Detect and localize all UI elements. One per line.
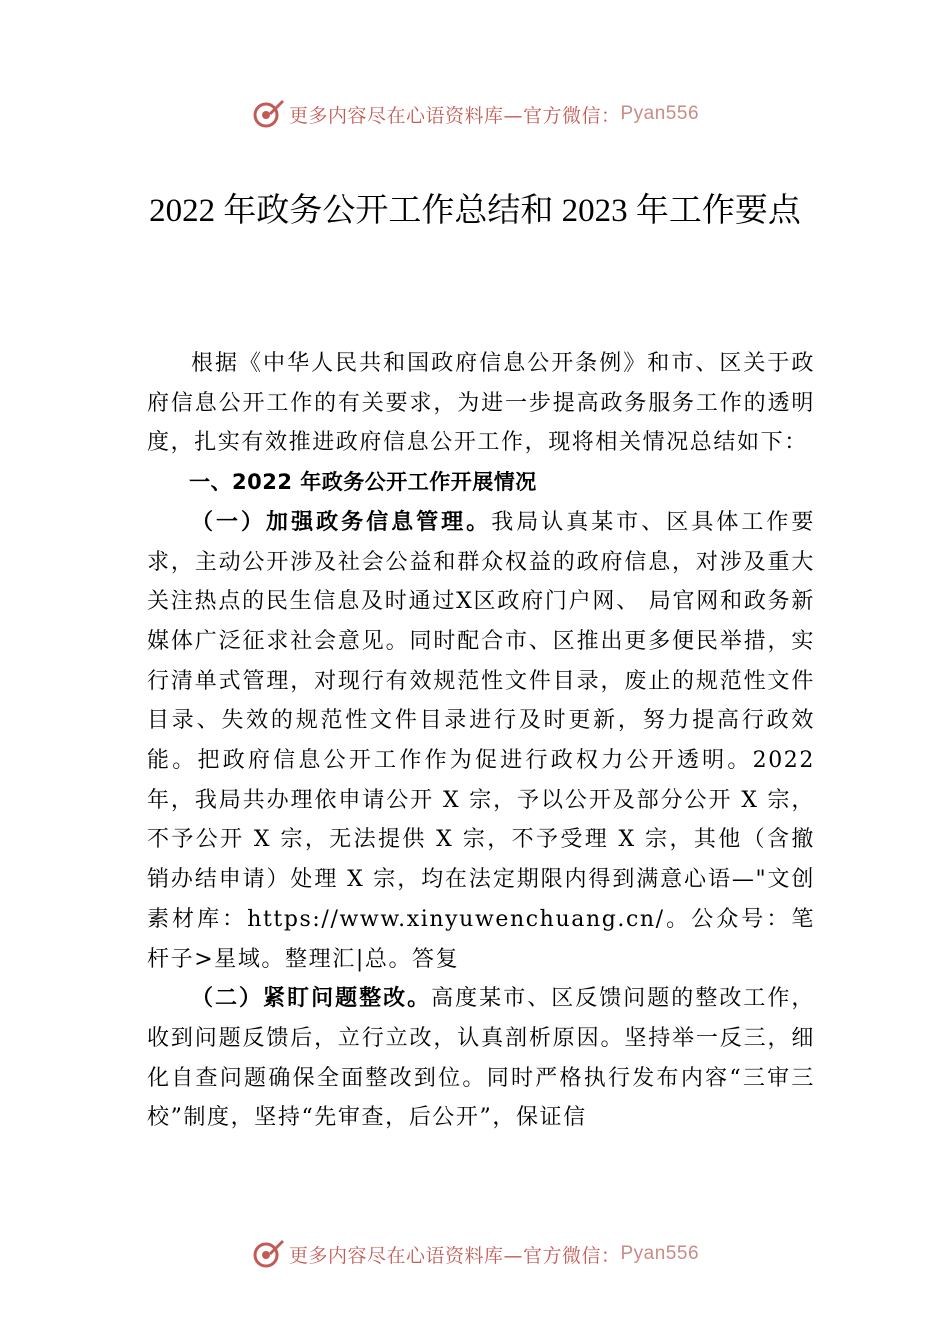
document-body — [147, 344, 815, 1138]
header-watermark — [0, 94, 950, 134]
watermark-contact: Pyan556 — [620, 103, 700, 124]
section-heading: 一、2022 年政务公开工作开展情况 — [189, 470, 537, 495]
item-paragraph — [147, 979, 815, 1138]
quill-seal-icon — [251, 1237, 285, 1271]
item-paragraph — [147, 503, 815, 979]
watermark-text: 更多内容尽在心语资料库—官方微信： — [288, 1244, 621, 1267]
document-title: 2022 年政务公开工作总结和 2023 年工作要点 — [149, 193, 801, 229]
quill-seal-icon — [251, 97, 285, 131]
item-lead: （一）加强政务信息管理。 — [191, 508, 492, 535]
watermark-contact: Pyan556 — [620, 1243, 700, 1264]
item-lead: （二）紧盯问题整改。 — [191, 985, 432, 1012]
item-text: 我局认真某市、区具体工作要求，主动公开涉及社会公益和群众权益的政府信息，对涉及重大关注热点的民生信息及时通过X区政府门户网、 局官网和政务新媒体广泛征求社会意见。同时配合市、区推出更多便民举措，实行清单式管理，对现行有效规范性文件目录，废止的规范性文件目录、失效的规范性文件目录进行及时更新，努力提高行政效能。把政府信息公开工作作为促进行政权力公开透明。2022 年，我局共办理依申请公开 X 宗，予以公开及部分公开 X 宗，不予公开 X 宗，无法提供 X 宗，不予受理 X 宗，其他（含撤销办结申请）处理 X 宗，均在法定期限内得到满意心语—"文创素材库：https://www.xinyuwenchuang.cn/。公众号：笔杆子>星域。整理汇|总。答复 — [147, 509, 815, 972]
watermark-text: 更多内容尽在心语资料库—官方微信： — [288, 104, 621, 127]
footer-watermark — [0, 1234, 950, 1274]
item-text: 高度某市、区反馈问题的整改工作，收到问题反馈后，立行立改，认真剖析原因。坚持举一反三，细化自查问题确保全面整改到位。同时严格执行发布内容“三审三校”制度，坚持“先审查，后公开”，保证信 — [147, 986, 815, 1131]
intro-paragraph: 根据《中华人民共和国政府信息公开条例》和市、区关于政府信息公开工作的有关要求，为进一步提高政务服务工作的透明度，扎实有效推进政府信息公开工作，现将相关情况总结如下： — [147, 351, 815, 456]
